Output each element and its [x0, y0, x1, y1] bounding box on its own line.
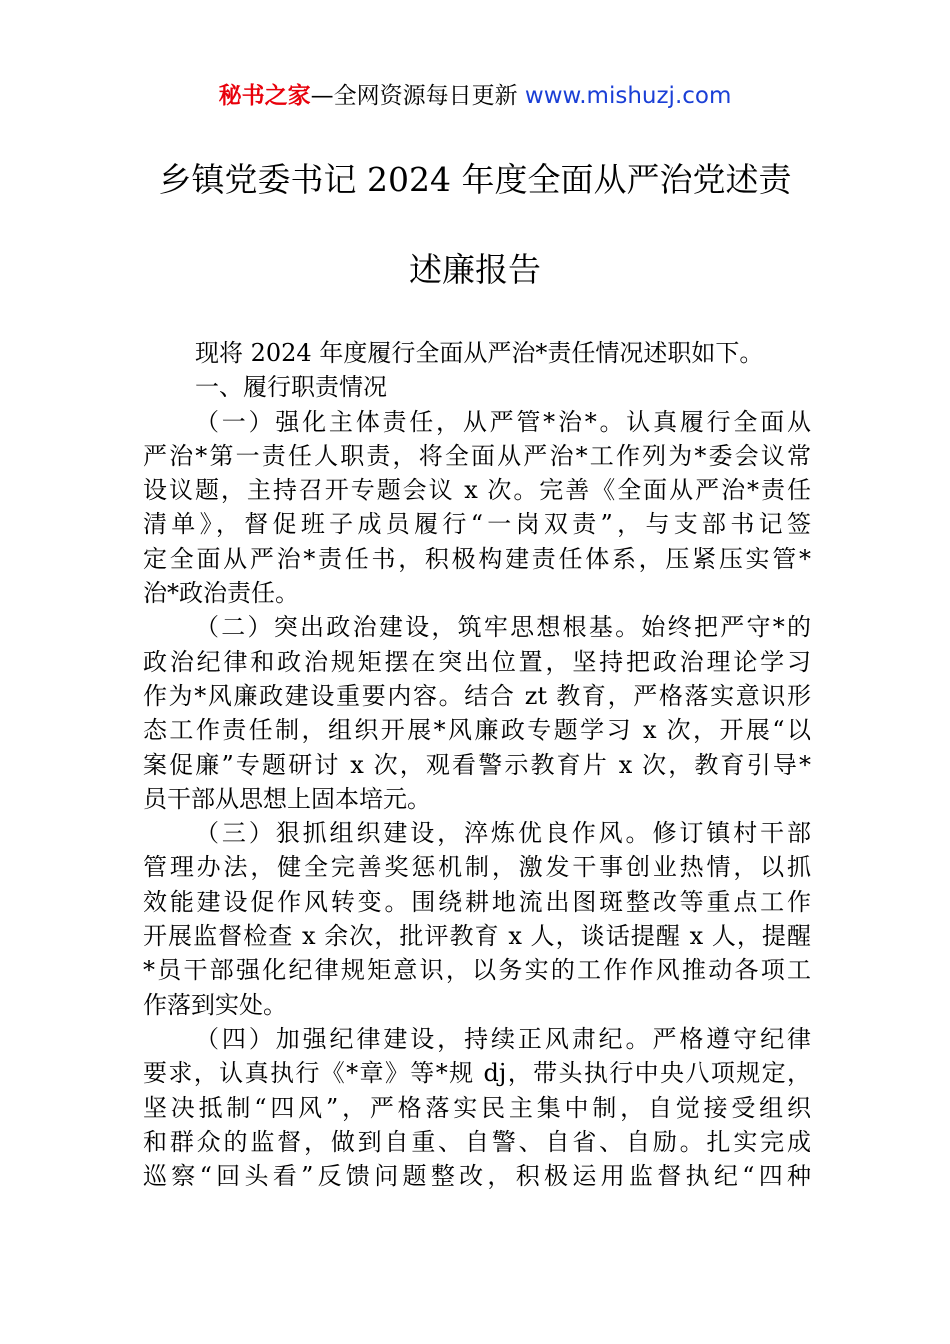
- paragraph-line: 案促廉”专题研讨 x 次，观看警示教育片 x 次，教育引导*: [143, 750, 811, 779]
- paragraph-line: 要求，认真执行《*章》等*规 dj，带头执行中央八项规定，: [143, 1059, 811, 1088]
- paragraph-line: 坚决抵制“四风”，严格落实民主集中制，自觉接受组织: [143, 1093, 811, 1122]
- report-body: [143, 336, 811, 1193]
- paragraph-line: 政治纪律和政治规矩摆在突出位置，坚持把政治理论学习: [143, 647, 811, 676]
- paragraph-line: 作落到实处。: [143, 990, 287, 1019]
- paragraph-line: 管理办法，健全完善奖惩机制，激发干事创业热情，以抓: [143, 853, 811, 882]
- intro-paragraph: 现将 2024 年度履行全面从严治*责任情况述职如下。: [195, 339, 764, 367]
- header-brand: 秘书之家: [218, 83, 311, 109]
- section-heading: 一、履行职责情况: [195, 373, 387, 402]
- report-title-line-2: 述廉报告: [409, 250, 541, 289]
- paragraph-line: 员干部从思想上固本培元。: [143, 784, 431, 813]
- paragraph-line: 巡察“回头看”反馈问题整改，积极运用监督执纪“四种: [143, 1162, 811, 1191]
- paragraph-line: 清单》，督促班子成员履行“一岗双责”，与支部书记签: [143, 510, 811, 539]
- paragraph-line: （四）加强纪律建设，持续正风肃纪。严格遵守纪律: [195, 1024, 811, 1053]
- paragraph-line: 效能建设促作风转变。围绕耕地流出图斑整改等重点工作: [143, 887, 811, 916]
- paragraph-line: 开展监督检查 x 余次，批评教育 x 人，谈话提醒 x 人，提醒: [143, 922, 811, 951]
- header-slogan: —全网资源每日更新: [310, 83, 525, 109]
- paragraph-line: 设议题，主持召开专题会议 x 次。完善《全面从严治*责任: [143, 476, 811, 505]
- paragraph-line: 定全面从严治*责任书，积极构建责任体系，压紧压实管*: [143, 544, 811, 573]
- paragraph-line: 作为*风廉政建设重要内容。结合 zt 教育，严格落实意识形: [143, 681, 811, 710]
- paragraph-line: （二）突出政治建设，筑牢思想根基。始终把严守*的: [195, 613, 811, 642]
- paragraph-line: （一）强化主体责任，从严管*治*。认真履行全面从: [195, 407, 811, 436]
- paragraph-line: 严治*第一责任人职责，将全面从严治*工作列为*委会议常: [143, 441, 811, 470]
- paragraph-line: （三）狠抓组织建设，淬炼优良作风。修订镇村干部: [195, 819, 811, 848]
- header-site-link[interactable]: www.mishuzj.com: [524, 83, 732, 109]
- paragraph-line: 和群众的监督，做到自重、自警、自省、自励。扎实完成: [143, 1127, 811, 1156]
- paragraph-line: 治*政治责任。: [143, 579, 299, 608]
- paragraph-line: *员干部强化纪律规矩意识，以务实的工作作风推动各项工: [143, 956, 811, 985]
- paragraph-line: 态工作责任制，组织开展*风廉政专题学习 x 次，开展“以: [143, 716, 811, 745]
- watermark-header: [0, 80, 950, 112]
- report-title-line-1: 乡镇党委书记 2024 年度全面从严治党述责: [158, 160, 792, 199]
